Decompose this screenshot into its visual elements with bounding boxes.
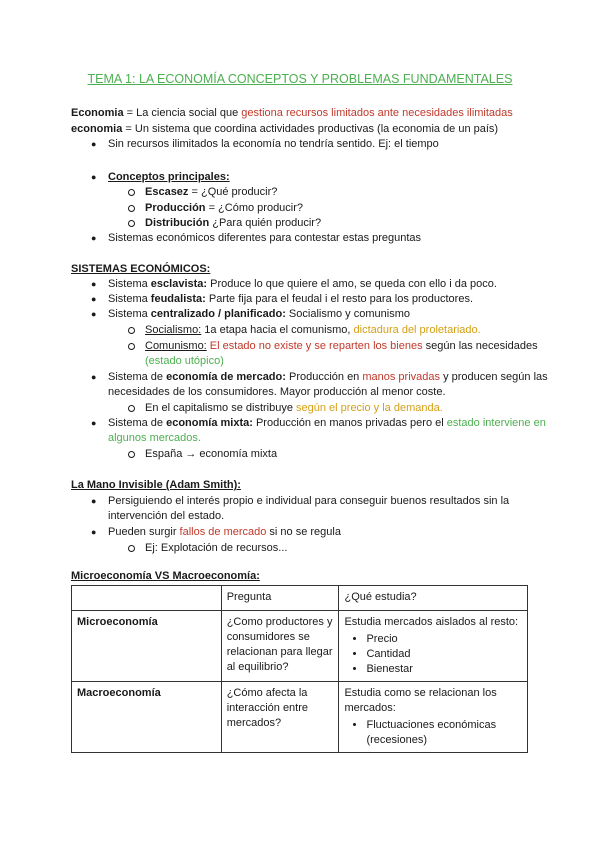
list-item: • Fluctuaciones económicas (recesiones) [366,718,522,748]
mercado-line-2: necesidades de los consumidores. Mayor producción al menor coste. [108,386,446,398]
concepto-escasez [145,185,277,200]
socialismo-line [145,323,481,338]
table-cell-empty [72,586,222,611]
sistema-mercado [108,370,548,385]
conceptos-heading: Conceptos principales: [108,171,230,183]
sistema-feudalista [108,292,473,307]
bullet-icon: ● [91,496,97,506]
text: = La ciencia social que [123,107,242,119]
bullet-icon: ● [91,527,97,537]
micro-list [344,632,522,677]
text: Sistema de [108,371,167,383]
text: Socialismo y comunismo [285,308,410,320]
definition-economia-2 [71,122,498,137]
table-row [72,682,528,753]
row-label-text: Macroeconomía [77,687,161,699]
bullet-icon: ● [91,309,97,319]
term: Producción [145,202,206,214]
table-header-estudia: ¿Qué estudia? [339,586,528,611]
table-header-pregunta: Pregunta [221,586,339,611]
text: y producen según las [440,371,548,383]
highlight: gestiona recursos limitados ante necesidades ilimitadas [241,107,513,119]
text: 1a etapa hacia el comunismo, [201,324,354,336]
circle-bullet-icon [128,220,135,227]
mano-bullet-2 [108,525,341,540]
macro-estudia [339,682,528,753]
list-item: • Cantidad [366,647,522,662]
list-item: • Bienestar [366,662,522,677]
text: = ¿Cómo producir? [205,202,304,214]
row-label-text: Microeconomía [77,616,158,628]
text: Sistema [108,308,151,320]
sistemas-note: Sistemas económicos diferentes para contestar estas preguntas [108,232,422,244]
sistema-centralizado [108,307,410,322]
term: Escasez [145,186,189,198]
sistema-esclavista [108,277,497,292]
highlight: fallos de mercado [179,526,267,538]
macro-list [344,718,522,748]
sistema-mixta [108,416,546,431]
text: Producción en manos privadas pero el [252,417,447,429]
definition-economia-1 [71,106,513,121]
table-row [72,611,528,682]
scarcity-bullet: Sin recursos ilimitados la economía no tendría sentido. Ej: el tiempo [108,138,439,150]
bullet-icon: ● [91,172,97,182]
mano-bullet-1-line-2: intervención del estado. [108,510,225,522]
term: Socialismo: [145,324,202,336]
mano-sub-bullet: Ej: Explotación de recursos... [145,542,288,554]
comunismo-line [145,339,538,354]
text: Sistema [108,278,151,290]
circle-bullet-icon [128,545,135,552]
text: Pueden surgir [108,526,180,538]
bullet-icon: ● [91,418,97,428]
term: economía mixta: [166,417,253,429]
highlight: estado interviene en [446,417,546,429]
term: Distribución [145,217,210,229]
row-label-micro [72,611,222,682]
term: feudalista: [150,293,206,305]
micro-pregunta: ¿Como productores y consumidores se relacionan para llegar al equilibrio? [221,611,339,682]
text: Produce lo que quiere el amo, se queda con ello i da poco. [207,278,497,290]
text: Sistema [108,293,151,305]
text: según las necesidades [422,340,538,352]
comunismo-note: (estado utópico) [145,355,224,367]
list-item: • Precio [366,632,522,647]
text: Sistema de [108,417,167,429]
text: ¿Para quién producir? [209,217,322,229]
circle-bullet-icon [128,451,135,458]
concepto-distribucion [145,216,321,231]
capitalismo-line [145,401,443,416]
macro-pregunta: ¿Cómo afecta la interacción entre mercados? [221,682,339,753]
text: Producción en [285,371,363,383]
circle-bullet-icon [128,405,135,412]
concepto-produccion [145,201,303,216]
circle-bullet-icon [128,205,135,212]
micro-estudia-text: Estudia mercados aislados al resto: [344,616,519,628]
term: esclavista: [150,278,208,290]
term: centralizado / planificado: [150,308,286,320]
text: = ¿Qué producir? [188,186,278,198]
bullet-icon: ● [91,233,97,243]
page-title: TEMA 1: LA ECONOMÍA CONCEPTOS Y PROBLEMAS FUNDAMENTALES [87,72,513,86]
highlight: manos privadas [362,371,441,383]
term: economia [71,123,123,135]
highlight: El estado no existe y se reparten los bienes [206,340,423,352]
term: Economia [71,107,124,119]
circle-bullet-icon [128,327,135,334]
table-header-row [72,586,528,611]
bullet-icon: ● [91,294,97,304]
text: En el capitalismo se distribuye [145,402,297,414]
text: Parte fija para el feudal i el resto para los productores. [205,293,474,305]
espana-line: España → economía mixta [145,448,278,460]
term: Comunismo: [145,340,207,352]
comparison-table [71,585,528,753]
circle-bullet-icon [128,189,135,196]
term: economía de mercado: [166,371,286,383]
sistemas-heading: SISTEMAS ECONÓMICOS: [71,263,211,275]
macro-estudia-text: Estudia como se relacionan los mercados: [344,687,497,714]
row-label-macro [72,682,222,753]
circle-bullet-icon [128,343,135,350]
text: si no se regula [266,526,341,538]
bullet-icon: ● [91,372,97,382]
bullet-icon: ● [91,279,97,289]
micro-estudia [339,611,528,682]
mano-bullet-1: Persiguiendo el interés propio e individual para conseguir buenos resultados sin la [108,495,510,507]
bullet-icon: ● [91,139,97,149]
text: = Un sistema que coordina actividades productivas (la economia de un país) [122,123,499,135]
mano-invisible-heading: La Mano Invisible (Adam Smith): [71,479,241,491]
highlight: dictadura del proletariado. [353,324,481,336]
highlight: según el precio y la demanda. [296,402,443,414]
mixta-line-2: algunos mercados. [108,432,201,444]
table-heading: Microeconomía VS Macroeconomía: [71,570,260,582]
